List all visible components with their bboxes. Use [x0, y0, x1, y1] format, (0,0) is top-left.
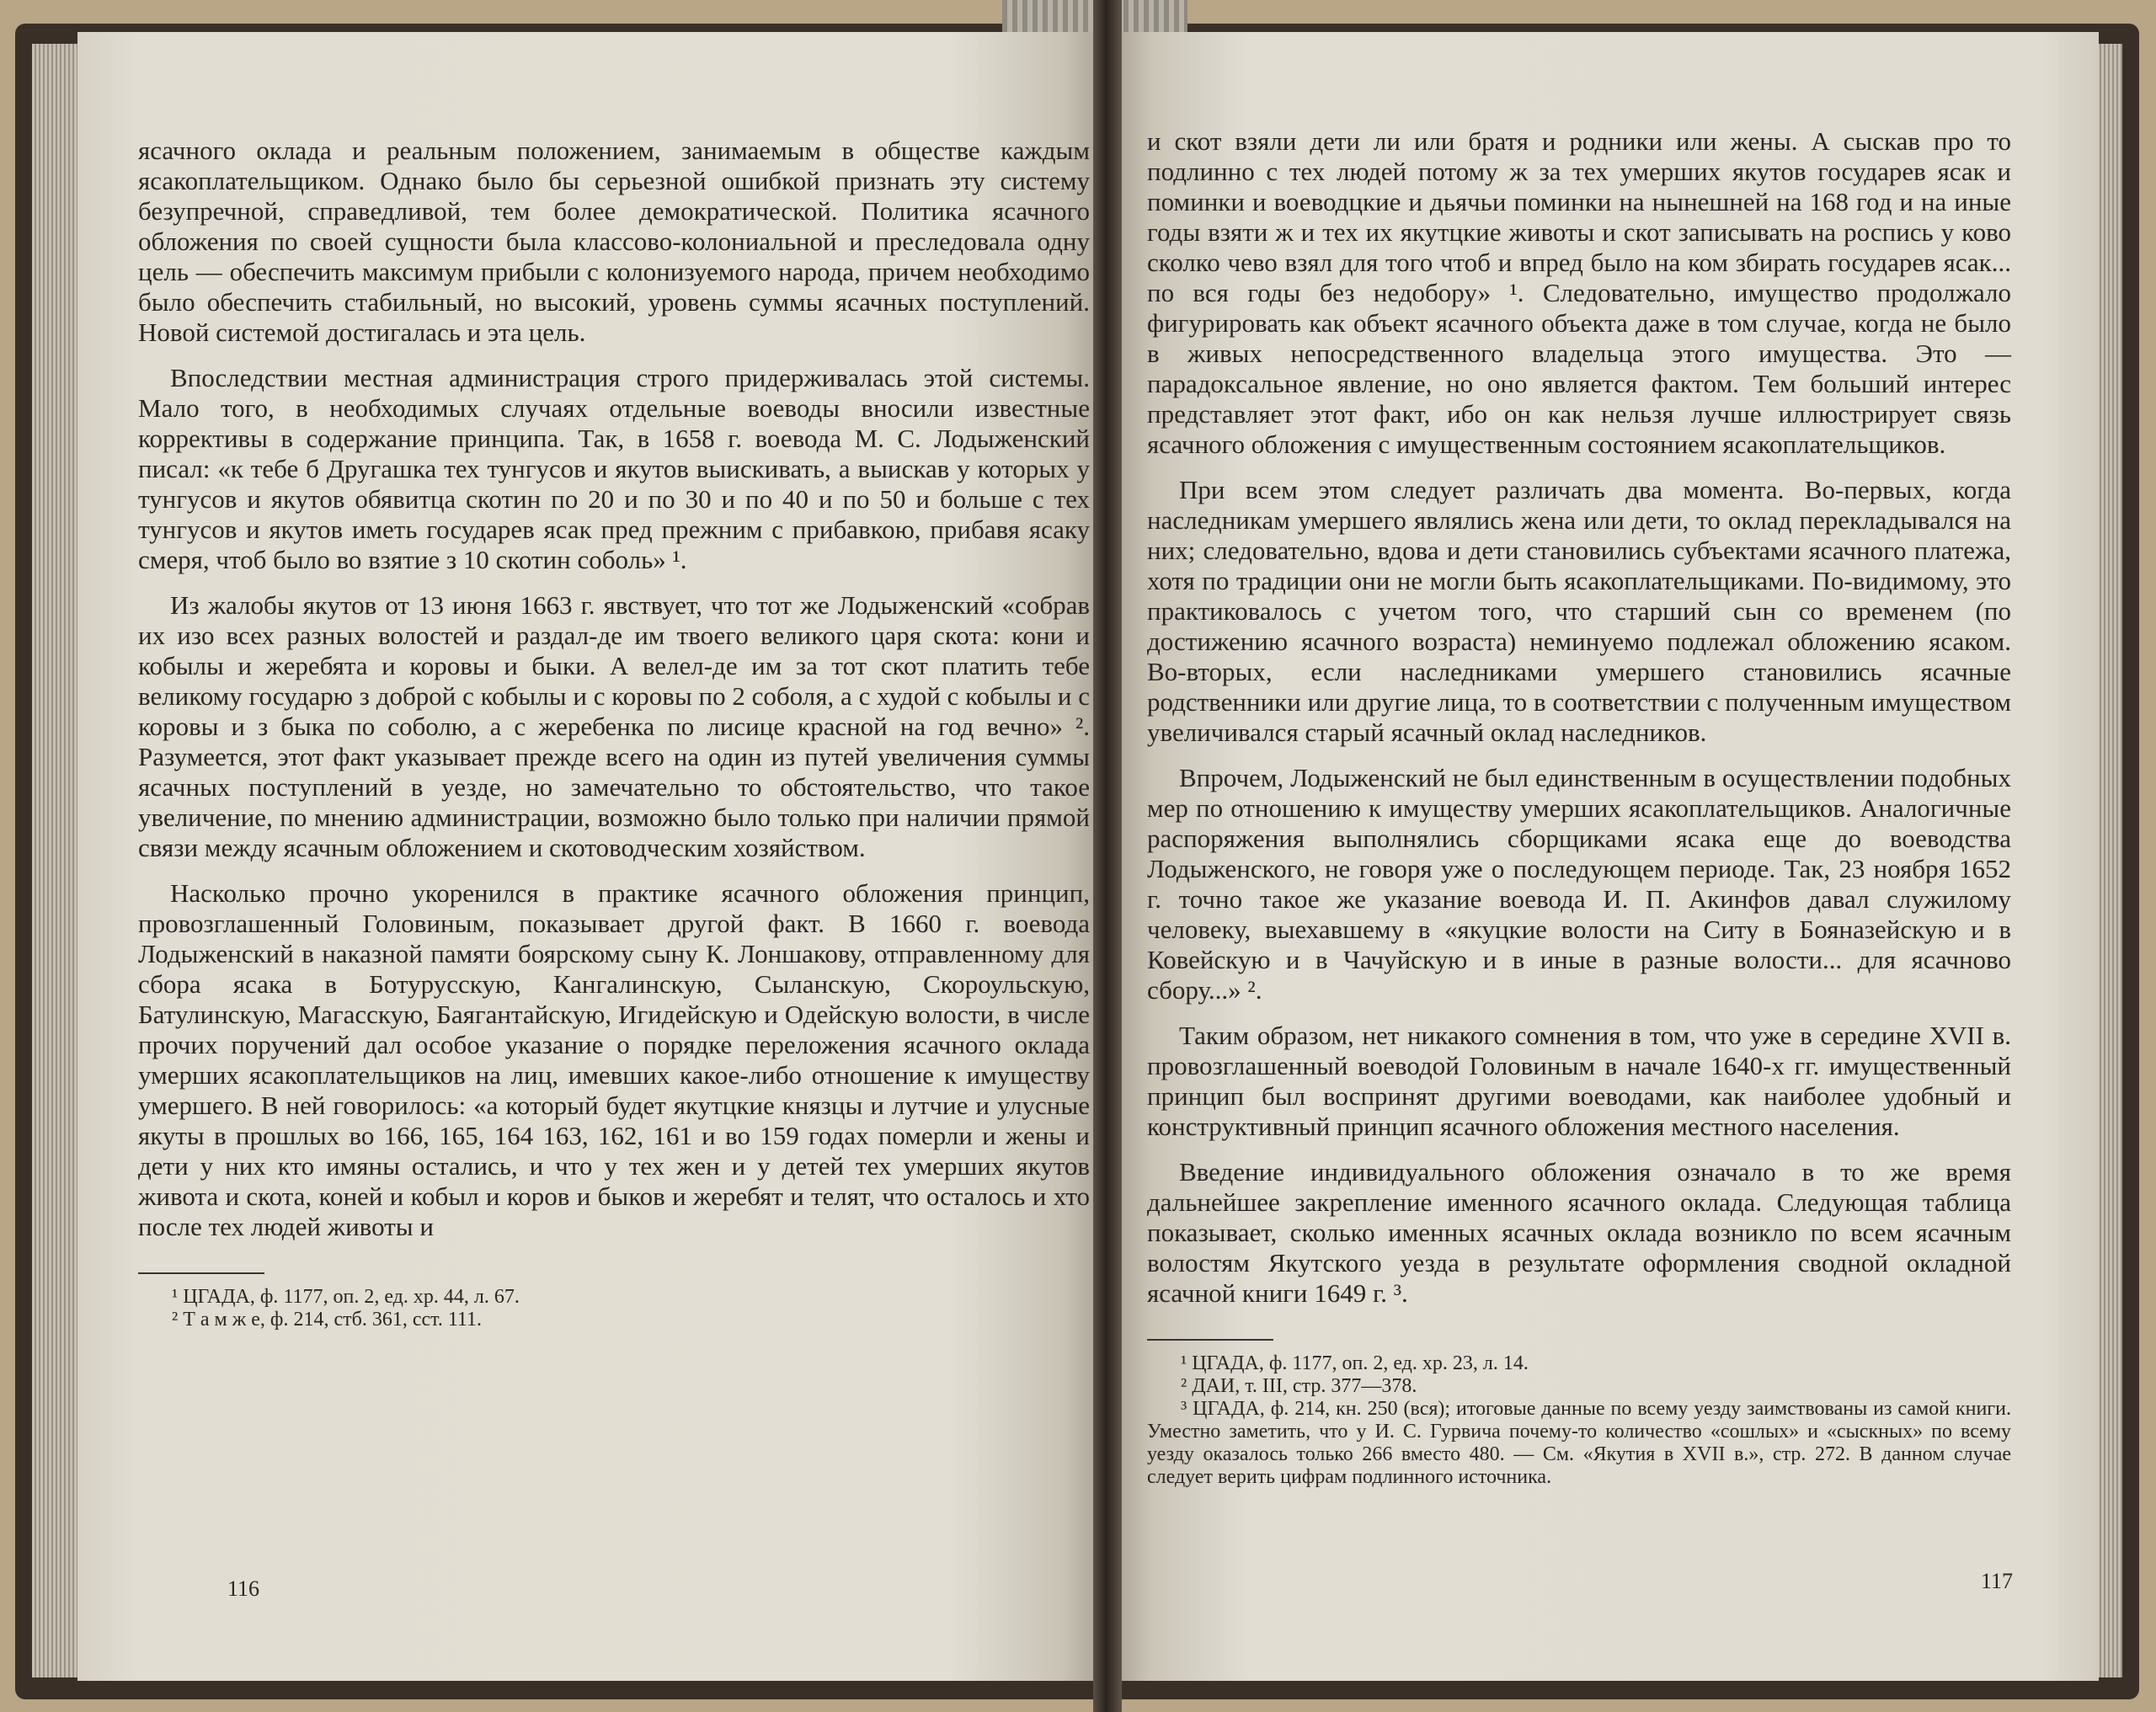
paragraph: Насколько прочно укоренился в практике ясачного обложения принцип, провозглашенный Головиным, показывает другой факт. В 1660 г. воевода Лодыженский в наказной памяти боярскому сыну К. Лоншакову, отправленному для сбора ясака в Ботурусскую, Кангалинскую, Сыланскую, Скороульскую, Батулинскую, Магасскую, Баягантайскую, Игидейскую и Одейскую волости, в числе прочих поручений дал особое указание о порядке переложения ясачного оклада умерших ясакоплательщиков на лиц, имевших какое-либо отношение к имуществу умершего. В ней говорилось: «а который будет якутцкие князцы и лутчие и улусные якуты в прошлых во 166, 165, 164 163, 162, 161 и во 159 годах померли и жены и дети у них кто имяны остались, и что у тех жен и у детей тех умерших якутов живота и скота, коней и кобыл и коров и быков и жеребят и телят, что осталось и хто после тех людей животы и	[138, 878, 1090, 1241]
footnote: ³ ЦГАДА, ф. 214, кн. 250 (вся); итоговые данные по всему уезду заимствованы из самой книги. Уместно заметить, что у И. С. Гурвича почему-то количество «сошлых» и «сыскных» по всему уезду оказалось только 266 вместо 480. — См. «Якутия в XVII в.», стр. 272. В данном случае следует верить цифрам подлинного источника.	[1147, 1398, 2011, 1488]
footnote: ² ДАИ, т. III, стр. 377—378.	[1181, 1375, 1417, 1397]
footnote-divider	[1147, 1339, 1273, 1341]
footnote: ¹ ЦГАДА, ф. 1177, оп. 2, ед. хр. 44, л. 67.	[172, 1286, 520, 1308]
paragraph: Введение индивидуального обложения означало в то же время дальнейшее закрепление именного ясачного оклада. Следующая таблица показывает, сколько именных ясачных оклада возникло по всем ясачным волостям Якутского уезда в результате оформления сводной окладной ясачной книги 1649 г. ³.	[1147, 1157, 2011, 1308]
footnote: ² Т а м ж е, ф. 214, стб. 361, сст. 111.	[172, 1309, 483, 1331]
paragraph: Впрочем, Лодыженский не был единственным в осуществлении подобных мер по отношению к имуществу умерших ясакоплательщиков. Аналогичные распоряжения выполнялись сборщиками ясака еще до воеводства Лодыженского, не говоря уже о последующем периоде. Так, 23 ноября 1652 г. точно такое же указание воевода И. П. Акинфов давал служилому человеку, выехавшему в «якуцкие волости на Ситу в Бояназейскую и в Ковейскую и в Чачуйскую и в иные в разные волости... для ясачново сбору...» ².	[1147, 763, 2011, 1005]
footnotes	[1147, 1352, 2011, 1489]
paragraph: Из жалобы якутов от 13 июня 1663 г. явствует, что тот же Лодыженский «собрав их изо всех разных волостей и раздал-де им твоего великого царя скота: кони и кобылы и жеребята и коровы и быки. А велел-де им за тот скот платить тебе великому государю з доброй с кобылы и с коровы по 2 соболя, а с худой с кобылы и с коровы и з быка по соболю, а с жеребенка по лисице красной на год вечно» ². Разумеется, этот факт указывает прежде всего на один из путей увеличения суммы ясачных поступлений в уезде, но замечательно то обстоятельство, что такое увеличение, по мнению администрации, возможно было только при наличии прямой связи между ясачным обложением и скотоводческим хозяйством.	[138, 590, 1090, 862]
left-page-text	[138, 136, 1090, 1331]
paragraph: При всем этом следует различать два момента. Во-первых, когда наследникам умершего являлись жена или дети, то оклад перекладывался на них; следовательно, вдова и дети становились субъектами ясачного платежа, хотя по традиции они не могли быть ясакоплательщиками. По-видимому, это практиковалось с учетом того, что старший сын со временем (по достижению ясачного возраста) неминуемо подлежал обложению ясаком. Во-вторых, если наследниками умершего становились ясачные родственники или другие лица, то в соответствии с полученным имуществом увеличивался старый ясачный оклад наследников.	[1147, 475, 2011, 747]
book-gutter	[1093, 0, 1122, 1712]
paragraph: и скот взяли дети ли или братя и родники или жены. А сыскав про то подлинно с тех людей потому ж за тех умерших якутов государев ясак и поминки и воеводцкие и дьячьи поминки на нынешней на 168 год и на иные годы взяти ж и тех их якутцкие животы и скот записывать на роспись у ково сколко чево взял для того чтоб и впред было на ком збирать государев ясак... по вся годы без недобору» ¹. Следовательно, имущество продолжало фигурировать как объект ясачного объекта даже в том случае, когда не было в живых непосредственного владельца этого имущества. Это — парадоксальное явление, но оно является фактом. Тем больший интерес представляет этот факт, ибо он как нельзя лучше иллюстрирует связь ясачного обложения с имущественным состоянием ясакоплательщиков.	[1147, 126, 2011, 459]
footnotes	[138, 1286, 1090, 1331]
paragraph: Впоследствии местная администрация строго придерживалась этой системы. Мало того, в необходимых случаях отдельные воеводы вносили известные коррективы в содержание принципа. Так, в 1658 г. воевода М. С. Лодыженский писал: «к тебе б Другашка тех тунгусов и якутов выискивать, а выискав у которых у тунгусов и якутов обявитца скотин по 20 и по 30 и по 40 и по 50 и больше с тех тунгусов и якутов иметь государев ясак пред прежним с прибавкою, прибавя ясаку смеря, чтоб было во взятие з 10 скотин соболь» ¹.	[138, 363, 1090, 574]
paragraph: ясачного оклада и реальным положением, занимаемым в обществе каждым ясакоплательщиком. Однако было бы серьезной ошибкой признать эту систему безупречной, справедливой, тем более демократической. Политика ясачного обложения по своей сущности была классово-колониальной и преследовала одну цель — обеспечить максимум прибыли с колонизуемого народа, причем необходимо было обеспечить стабильный, но высокий, уровень суммы ясачных поступлений. Новой системой достигалась и эта цель.	[138, 136, 1090, 347]
right-page-text	[1147, 126, 2011, 1489]
paragraph: Таким образом, нет никакого сомнения в том, что уже в середине XVII в. провозглашенный воеводой Головиным в начале 1640-х гг. имущественный принцип был воспринят другими воеводами, как наиболее удобный и конструктивный принцип ясачного обложения местного населения.	[1147, 1021, 2011, 1141]
footnote-divider	[138, 1272, 264, 1274]
page-number: 116	[227, 1576, 260, 1601]
footnote: ¹ ЦГАДА, ф. 1177, оп. 2, ед. хр. 23, л. 14.	[1181, 1352, 1529, 1374]
page-number: 117	[1981, 1569, 2014, 1593]
page-edges-right	[2097, 44, 2122, 1677]
page-edges-left	[32, 44, 79, 1677]
